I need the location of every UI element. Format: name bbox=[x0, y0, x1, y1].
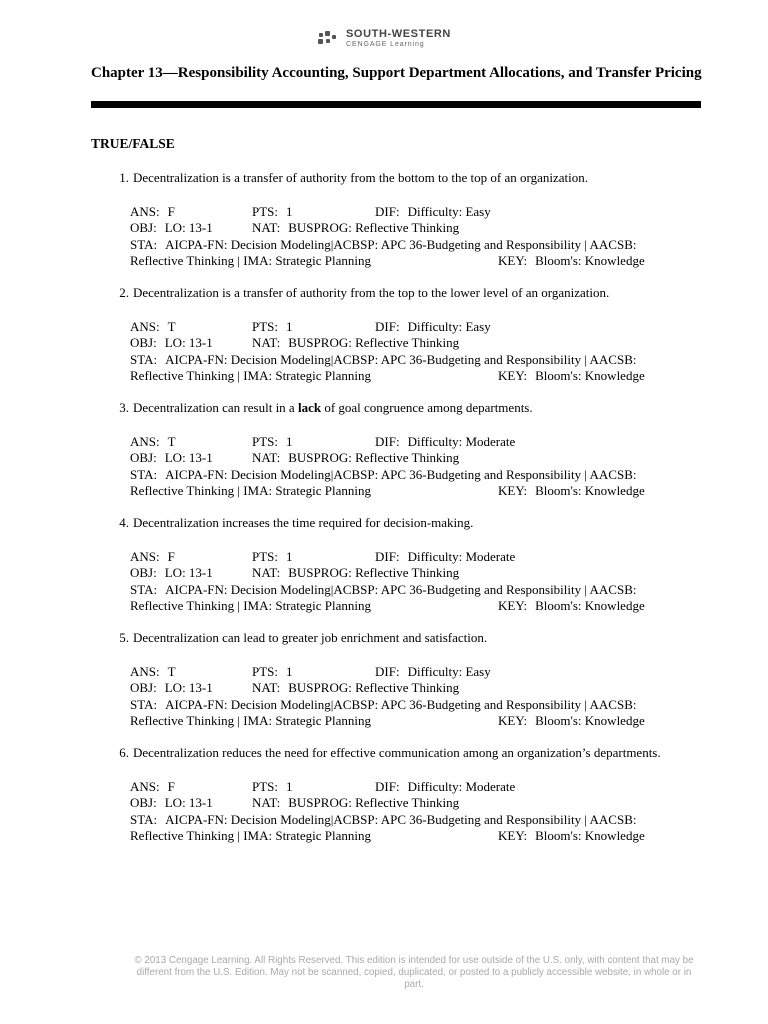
question-number: 4. bbox=[119, 515, 129, 530]
sta-continued: Reflective Thinking | IMA: Strategic Planning bbox=[130, 598, 372, 613]
key-value: Bloom's: Knowledge bbox=[535, 483, 645, 498]
question-number: 6. bbox=[119, 745, 129, 760]
objective-value: LO: 13-1 bbox=[164, 795, 213, 810]
logo-line2: CENGAGE Learning bbox=[346, 41, 425, 48]
points-value: 1 bbox=[286, 433, 293, 449]
difficulty-value: Difficulty: Moderate bbox=[407, 548, 516, 564]
nat-value: BUSPROG: Reflective Thinking bbox=[288, 565, 460, 580]
question-text: Decentralization increases the time required for decision-making. bbox=[133, 515, 474, 530]
difficulty-value: Difficulty: Moderate bbox=[407, 778, 516, 794]
sta-value: AICPA-FN: Decision Modeling|ACBSP: APC 36-Budgeting and Responsibility | AACSB: bbox=[165, 696, 637, 712]
question-item bbox=[91, 630, 691, 730]
points-value: 1 bbox=[286, 778, 293, 794]
key-value: Bloom's: Knowledge bbox=[535, 828, 645, 843]
sta-value: AICPA-FN: Decision Modeling|ACBSP: APC 36-Budgeting and Responsibility | AACSB: bbox=[165, 581, 637, 597]
difficulty-value: Difficulty: Easy bbox=[407, 318, 491, 334]
question-item bbox=[91, 400, 691, 500]
key-value: Bloom's: Knowledge bbox=[535, 598, 645, 613]
question-item bbox=[91, 515, 691, 615]
sta-continued: Reflective Thinking | IMA: Strategic Planning bbox=[130, 828, 372, 843]
sta-continued: Reflective Thinking | IMA: Strategic Planning bbox=[130, 368, 372, 383]
sta-continued: Reflective Thinking | IMA: Strategic Planning bbox=[130, 253, 372, 268]
objective-value: LO: 13-1 bbox=[164, 680, 213, 695]
sta-continued: Reflective Thinking | IMA: Strategic Planning bbox=[130, 713, 372, 728]
question-number: 2. bbox=[119, 285, 129, 300]
logo-mark-icon bbox=[318, 31, 340, 47]
key-value: Bloom's: Knowledge bbox=[535, 368, 645, 383]
question-number: 1. bbox=[119, 170, 129, 185]
points-value: 1 bbox=[286, 318, 293, 334]
question-text: Decentralization is a transfer of authority from the top to the lower level of an organization. bbox=[133, 285, 610, 300]
logo-line1: SOUTH-WESTERN bbox=[346, 28, 451, 40]
answer-value: T bbox=[167, 318, 176, 334]
question-text: Decentralization can result in a lack of goal congruence among departments. bbox=[133, 400, 533, 415]
answer-value: F bbox=[167, 203, 175, 219]
title-rule bbox=[91, 101, 701, 108]
sta-value: AICPA-FN: Decision Modeling|ACBSP: APC 36-Budgeting and Responsibility | AACSB: bbox=[165, 351, 637, 367]
sta-value: AICPA-FN: Decision Modeling|ACBSP: APC 36-Budgeting and Responsibility | AACSB: bbox=[165, 236, 637, 252]
difficulty-value: Difficulty: Easy bbox=[407, 203, 491, 219]
sta-continued: Reflective Thinking | IMA: Strategic Planning bbox=[130, 483, 372, 498]
objective-value: LO: 13-1 bbox=[164, 565, 213, 580]
answer-metadata: ANS: T PTS: 1 DIF: Difficulty: Easy OBJ: LO: 13-1 NAT: BUSPROG: Reflective Thinking STA: AICPA-FN: Decision Modeling|ACBSP: APC 36-Budgeting and Responsibility | AACSB: Reflective Thinking | IMA: Strategic Planning KEY: Bloom's: Knowledge bbox=[130, 318, 645, 383]
question-text: Decentralization can lead to greater job enrichment and satisfaction. bbox=[133, 630, 488, 645]
difficulty-value: Difficulty: Moderate bbox=[407, 433, 516, 449]
question-text: Decentralization is a transfer of authority from the bottom to the top of an organization. bbox=[133, 170, 588, 185]
publisher-logo bbox=[318, 29, 451, 48]
objective-value: LO: 13-1 bbox=[164, 220, 213, 235]
sta-value: AICPA-FN: Decision Modeling|ACBSP: APC 36-Budgeting and Responsibility | AACSB: bbox=[165, 466, 637, 482]
points-value: 1 bbox=[286, 548, 293, 564]
sta-value: AICPA-FN: Decision Modeling|ACBSP: APC 36-Budgeting and Responsibility | AACSB: bbox=[165, 811, 637, 827]
answer-metadata: ANS: T PTS: 1 DIF: Difficulty: Easy OBJ: LO: 13-1 NAT: BUSPROG: Reflective Thinking STA: AICPA-FN: Decision Modeling|ACBSP: APC 36-Budgeting and Responsibility | AACSB: Reflective Thinking | IMA: Strategic Planning KEY: Bloom's: Knowledge bbox=[130, 663, 645, 728]
nat-value: BUSPROG: Reflective Thinking bbox=[288, 220, 460, 235]
question-item bbox=[91, 745, 691, 845]
nat-value: BUSPROG: Reflective Thinking bbox=[288, 450, 460, 465]
section-heading: TRUE/FALSE bbox=[91, 136, 175, 151]
answer-metadata: ANS: F PTS: 1 DIF: Difficulty: Moderate OBJ: LO: 13-1 NAT: BUSPROG: Reflective Thinking STA: AICPA-FN: Decision Modeling|ACBSP: APC 36-Budgeting and Responsibility | AACSB: Reflective Thinking | IMA: Strategic Planning KEY: Bloom's: Knowledge bbox=[130, 548, 645, 613]
question-number: 3. bbox=[119, 400, 129, 415]
copyright-footer: © 2013 Cengage Learning. All Rights Reserved. This edition is intended for use outside of the U.S. only, with content that may be different from the U.S. Edition. May not be scanned, copied, duplicated, or posted to a publicly accessible website, in whole or in part. bbox=[134, 955, 694, 990]
objective-value: LO: 13-1 bbox=[164, 450, 213, 465]
question-number: 5. bbox=[119, 630, 129, 645]
question-item bbox=[91, 285, 691, 385]
answer-value: T bbox=[167, 433, 176, 449]
nat-value: BUSPROG: Reflective Thinking bbox=[288, 795, 460, 810]
chapter-title: Chapter 13—Responsibility Accounting, Support Department Allocations, and Transfer Pricing bbox=[91, 65, 702, 81]
objective-value: LO: 13-1 bbox=[164, 335, 213, 350]
answer-value: F bbox=[167, 548, 175, 564]
answer-value: T bbox=[167, 663, 176, 679]
key-value: Bloom's: Knowledge bbox=[535, 713, 645, 728]
answer-value: F bbox=[167, 778, 175, 794]
difficulty-value: Difficulty: Easy bbox=[407, 663, 491, 679]
nat-value: BUSPROG: Reflective Thinking bbox=[288, 335, 460, 350]
answer-metadata: ANS: F PTS: 1 DIF: Difficulty: Moderate OBJ: LO: 13-1 NAT: BUSPROG: Reflective Thinking STA: AICPA-FN: Decision Modeling|ACBSP: APC 36-Budgeting and Responsibility | AACSB: Reflective Thinking | IMA: Strategic Planning KEY: Bloom's: Knowledge bbox=[130, 778, 645, 843]
points-value: 1 bbox=[286, 203, 293, 219]
key-value: Bloom's: Knowledge bbox=[535, 253, 645, 268]
answer-metadata: ANS: F PTS: 1 DIF: Difficulty: Easy OBJ: LO: 13-1 NAT: BUSPROG: Reflective Thinking STA: AICPA-FN: Decision Modeling|ACBSP: APC 36-Budgeting and Responsibility | AACSB: Reflective Thinking | IMA: Strategic Planning KEY: Bloom's: Knowledge bbox=[130, 203, 645, 268]
question-text: Decentralization reduces the need for effective communication among an organization’s departments. bbox=[133, 745, 661, 760]
points-value: 1 bbox=[286, 663, 293, 679]
nat-value: BUSPROG: Reflective Thinking bbox=[288, 680, 460, 695]
question-item bbox=[91, 170, 691, 270]
answer-metadata: ANS: T PTS: 1 DIF: Difficulty: Moderate OBJ: LO: 13-1 NAT: BUSPROG: Reflective Thinking STA: AICPA-FN: Decision Modeling|ACBSP: APC 36-Budgeting and Responsibility | AACSB: Reflective Thinking | IMA: Strategic Planning KEY: Bloom's: Knowledge bbox=[130, 433, 645, 498]
